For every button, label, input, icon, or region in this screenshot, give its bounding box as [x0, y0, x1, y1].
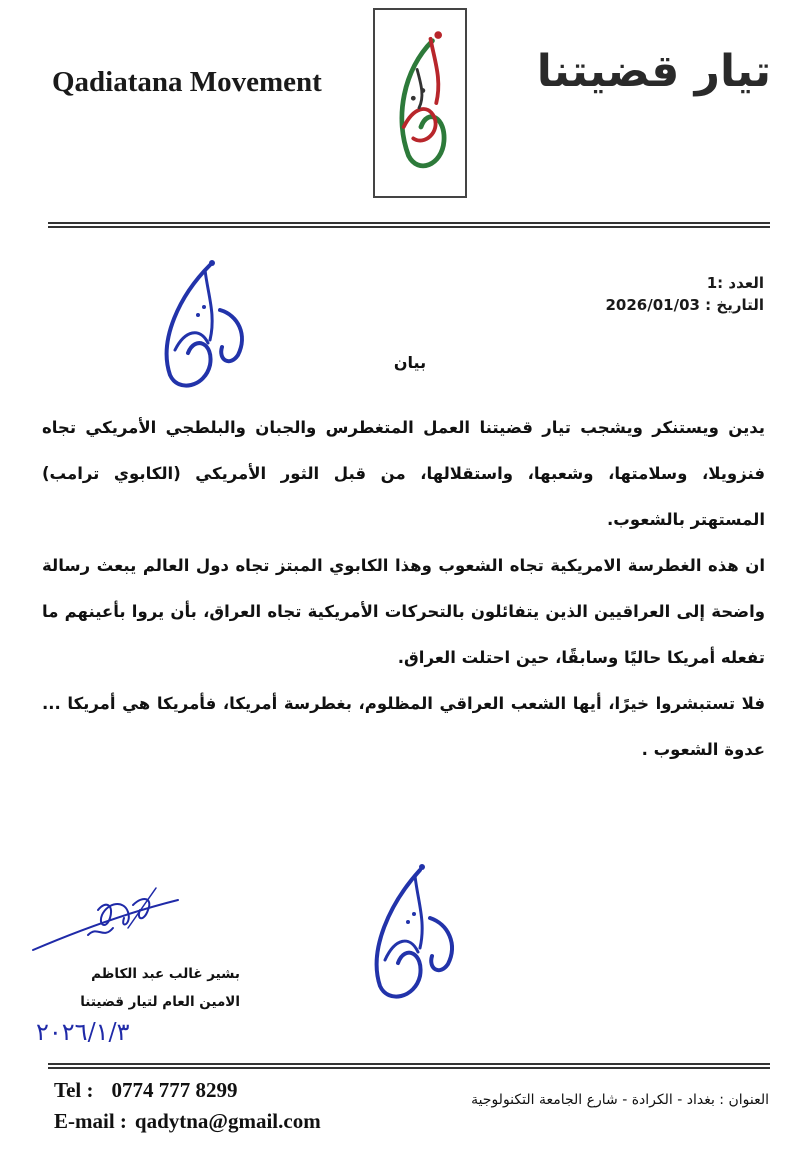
paragraph-1: يدين ويستنكر ويشجب تيار قضيتنا العمل المتغطرس والجبان والبلطجي الأمريكي تجاه فنزويلا، وسلامتها، وشعبها، واستقلالها، من قبل الثور الأمريكي (الكابوي ترامب) المستهتر بالشعوب. [42, 418, 765, 529]
email-label: E-mail : [54, 1109, 127, 1133]
organization-name-english: Qadiatana Movement [52, 66, 322, 98]
document-number: العدد :1 [706, 274, 764, 292]
stamp-icon [150, 255, 255, 395]
handwritten-signature [28, 880, 188, 960]
signer-name: بشير غالب عبد الكاظم [91, 966, 240, 982]
organization-stamp-top [150, 255, 255, 395]
statement-body [42, 405, 765, 773]
calligraphy-logo-icon [375, 10, 465, 196]
email-value: qadytna@gmail.com [134, 1109, 321, 1133]
organization-logo [373, 8, 467, 198]
handwritten-date: ٢٠٢٦/١/٣ [36, 1018, 130, 1046]
document-title: بيان [393, 353, 427, 372]
stamp-icon [360, 858, 465, 1008]
address: العنوان : بغداد - الكرادة - شارع الجامعة التكنولوجية [471, 1092, 769, 1108]
footer-divider [48, 1063, 770, 1069]
paragraph-2: ان هذه الغطرسة الامريكية تجاه الشعوب وهذا الكابوي المبتز تجاه دول العالم يبعث رسالة واضحة إلى العراقيين الذين يتفائلون بالتحركات الأمريكية تجاه العراق، بأن يروا بأعينهم ما تفعله أمريكا حاليًا وسابقًا، حين احتلت العراق. [42, 556, 765, 667]
organization-name-arabic: تيار قضيتنا [536, 46, 771, 97]
organization-stamp-bottom [360, 858, 465, 1008]
tel-label: Tel : [54, 1078, 94, 1102]
document-date: التاريخ : 2026/01/03 [605, 296, 764, 314]
tel-value: 0774 777 8299 [111, 1078, 238, 1102]
signer-position: الامين العام لتيار قضيتنا [80, 994, 240, 1010]
email-line [54, 1106, 321, 1137]
telephone-line [54, 1075, 321, 1106]
signer-block [40, 960, 240, 1016]
paragraph-3: فلا تستبشروا خيرًا، أيها الشعب العراقي المظلوم، بغطرسة أمريكا، فأمريكا هي أمريكا ... عدوة الشعوب . [42, 694, 765, 759]
document-meta [605, 272, 764, 316]
header-divider [48, 222, 770, 228]
signature-icon [28, 880, 188, 960]
contact-info [54, 1075, 321, 1137]
